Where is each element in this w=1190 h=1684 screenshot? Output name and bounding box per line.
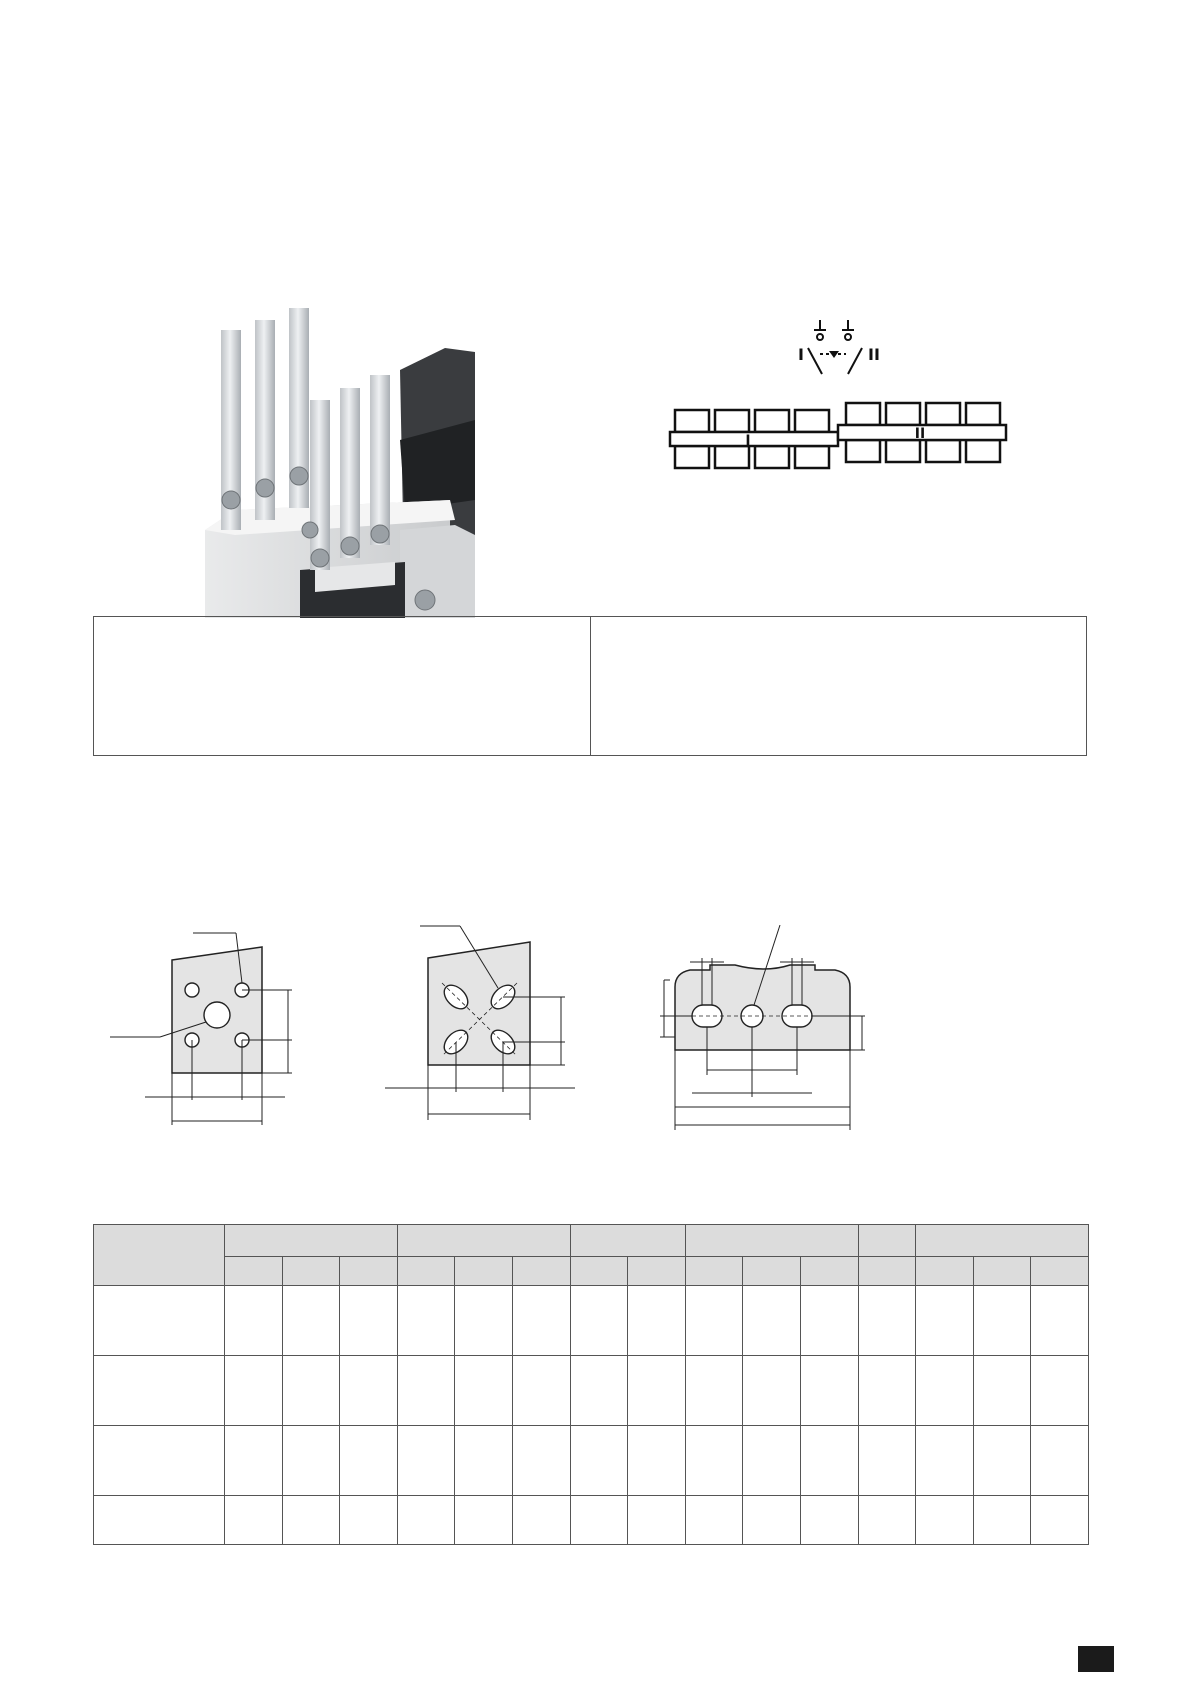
table-cell [94, 1426, 225, 1496]
table-cell [282, 1496, 340, 1545]
table-cell [800, 1286, 858, 1356]
table-group-header [685, 1225, 858, 1257]
table-cell [685, 1286, 743, 1356]
ats-switch-terminals-render-icon [205, 300, 475, 618]
table-subheader [628, 1257, 686, 1286]
table-cell [1031, 1286, 1089, 1356]
table-cell [282, 1286, 340, 1356]
table-cell [512, 1286, 570, 1356]
table-subheader [743, 1257, 801, 1286]
table-cell [570, 1356, 628, 1426]
table-cell [397, 1356, 455, 1426]
table-group-header [858, 1225, 916, 1257]
busbar-drawing-3 [650, 925, 880, 1135]
table-cell [282, 1426, 340, 1496]
busbar-drawing-2 [380, 920, 580, 1130]
table-cell [916, 1496, 974, 1545]
spec-box [93, 616, 1087, 756]
table-subheader [455, 1257, 513, 1286]
table-subheader [973, 1257, 1031, 1286]
table-subheader [512, 1257, 570, 1286]
table-cell [1031, 1356, 1089, 1426]
table-cell [973, 1426, 1031, 1496]
table-group-header [397, 1225, 570, 1257]
table-cell [743, 1496, 801, 1545]
table-cell [570, 1286, 628, 1356]
table-cell [800, 1426, 858, 1496]
table-subheader [685, 1257, 743, 1286]
table-cell [743, 1286, 801, 1356]
table-cell [455, 1426, 513, 1496]
table-cell [512, 1356, 570, 1426]
block-1-label: I [745, 433, 751, 449]
table-cell [1031, 1496, 1089, 1545]
table-cell [225, 1356, 283, 1426]
table-subheader [282, 1257, 340, 1286]
table-cell [973, 1286, 1031, 1356]
source-1-label: I [798, 345, 804, 364]
table-cell [94, 1496, 225, 1545]
table-subheader [570, 1257, 628, 1286]
table-cell [94, 1356, 225, 1426]
table-cell [685, 1356, 743, 1426]
table-cell [973, 1496, 1031, 1545]
terminal-block-diagram [660, 398, 1010, 478]
table-row [94, 1426, 1089, 1496]
table-cell [455, 1496, 513, 1545]
table-cell [858, 1426, 916, 1496]
table-subheader [1031, 1257, 1089, 1286]
table-cell [225, 1286, 283, 1356]
table-group-header [916, 1225, 1089, 1257]
block-2-label: II [914, 426, 926, 442]
busbar-drawing-1 [110, 925, 300, 1130]
table-cell [512, 1496, 570, 1545]
changeover-switch-symbol-icon [790, 318, 890, 378]
table-cell [340, 1426, 398, 1496]
table-cell [973, 1356, 1031, 1426]
table-cell [397, 1496, 455, 1545]
table-cell [685, 1426, 743, 1496]
table-cell [225, 1426, 283, 1496]
table-cell [858, 1496, 916, 1545]
table-cell [340, 1496, 398, 1545]
table-cell [628, 1356, 686, 1426]
table-cell [628, 1496, 686, 1545]
table-cell [858, 1356, 916, 1426]
table-cell [340, 1286, 398, 1356]
table-cell [570, 1426, 628, 1496]
table-subheader [340, 1257, 398, 1286]
busbar-4-hole-drawing-icon [110, 925, 300, 1130]
table-subheader [916, 1257, 974, 1286]
table-corner-header [94, 1225, 225, 1286]
table-cell [743, 1356, 801, 1426]
table-cell [397, 1426, 455, 1496]
spec-cell-left [94, 617, 590, 755]
circuit-symbol [790, 318, 890, 378]
table-cell [858, 1286, 916, 1356]
table-subheader [858, 1257, 916, 1286]
table-row [94, 1496, 1089, 1545]
table-cell [282, 1356, 340, 1426]
table-cell [916, 1426, 974, 1496]
table-cell [512, 1426, 570, 1496]
busbar-3-slot-drawing-icon [650, 925, 880, 1135]
table-row [94, 1286, 1089, 1356]
table-row [94, 1356, 1089, 1426]
page-number-badge [1078, 1646, 1114, 1672]
table-cell [916, 1356, 974, 1426]
source-2-label: II [868, 345, 880, 364]
product-image [205, 300, 475, 618]
table-cell [455, 1286, 513, 1356]
table-group-header [225, 1225, 398, 1257]
table-cell [225, 1496, 283, 1545]
terminal-block-diagram-icon [660, 398, 1010, 478]
dimension-table [93, 1224, 1089, 1545]
table-cell [685, 1496, 743, 1545]
table-cell [628, 1426, 686, 1496]
table-cell [916, 1286, 974, 1356]
table-cell [397, 1286, 455, 1356]
table-subheader [225, 1257, 283, 1286]
table-cell [570, 1496, 628, 1545]
table-cell [94, 1286, 225, 1356]
spec-cell-right [590, 617, 1087, 755]
busbar-slotted-4-hole-drawing-icon [380, 920, 580, 1130]
table-cell [628, 1286, 686, 1356]
table-cell [800, 1356, 858, 1426]
table-group-header [570, 1225, 685, 1257]
table-cell [1031, 1426, 1089, 1496]
table-cell [800, 1496, 858, 1545]
table-subheader [397, 1257, 455, 1286]
table-cell [455, 1356, 513, 1426]
table-cell [340, 1356, 398, 1426]
table-cell [743, 1426, 801, 1496]
table-subheader [800, 1257, 858, 1286]
